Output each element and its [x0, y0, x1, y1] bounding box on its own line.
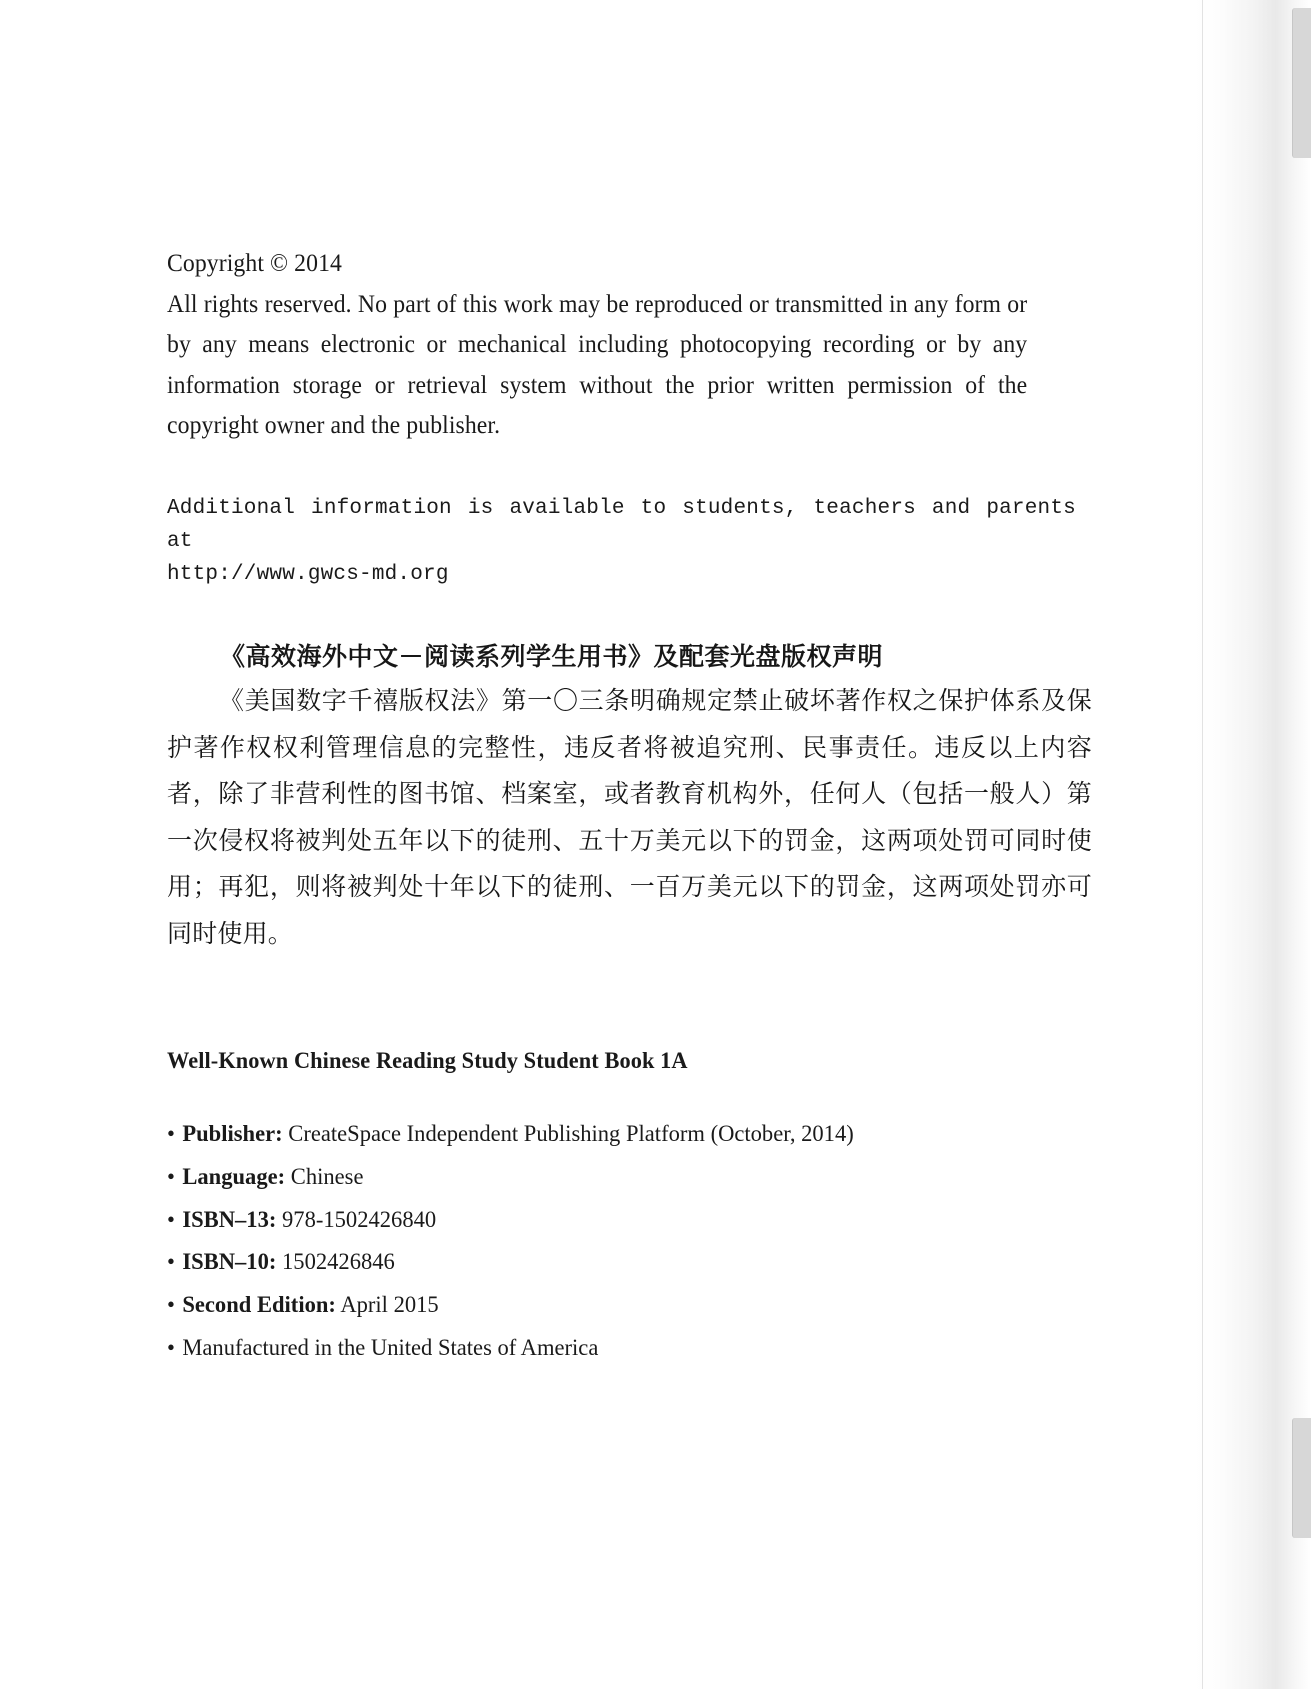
- book-detail-label: ISBN–13:: [182, 1206, 277, 1233]
- book-title: Well-Known Chinese Reading Study Student Book 1A: [167, 1048, 688, 1074]
- book-detail-label: ISBN–10:: [182, 1249, 277, 1276]
- book-detail-value: 978-1502426840: [276, 1206, 437, 1233]
- additional-information-block: [167, 492, 1077, 591]
- book-detail-value: CreateSpace Independent Publishing Platform (October, 2014): [282, 1121, 854, 1147]
- bullet-icon: •: [167, 1334, 175, 1361]
- bullet-icon: •: [167, 1206, 175, 1233]
- website-url[interactable]: http://www.gwcs-md.org: [167, 563, 449, 586]
- book-detail-label: Second Edition:: [182, 1292, 336, 1319]
- book-detail-item: [167, 1327, 1031, 1370]
- bullet-icon: •: [167, 1121, 175, 1147]
- page-edge-tab-bottom: [1292, 1418, 1311, 1538]
- book-detail-item: [167, 1113, 1031, 1156]
- book-detail-value: April 2015: [335, 1292, 439, 1319]
- book-detail-label: Publisher:: [182, 1121, 283, 1147]
- book-details-list: [167, 1113, 1067, 1370]
- page-edge-tab-top: [1292, 8, 1311, 158]
- chinese-notice-body: 《美国数字千禧版权法》第一〇三条明确规定禁止破坏著作权之保护体系及保护著作权权利管理信息的完整性，违反者将被追究刑、民事责任。违反以上内容者，除了非营利性的图书馆、档案室，或者教育机构外，任何人（包括一般人）第一次侵权将被判处五年以下的徒刑、五十万美元以下的罚金，这两项处罚可同时使用；再犯，则将被判处十年以下的徒刑、一百万美元以下的罚金，这两项处罚亦可同时使用。: [167, 686, 1092, 948]
- chinese-notice-heading: 《高效海外中文－阅读系列学生用书》及配套光盘版权声明: [220, 642, 884, 671]
- book-detail-item: [167, 1284, 1031, 1327]
- copyright-block: [167, 243, 1027, 446]
- book-detail-value: Chinese: [285, 1163, 364, 1190]
- copyright-notice-line: Copyright © 2014: [167, 248, 342, 277]
- bullet-icon: •: [167, 1249, 175, 1276]
- book-detail-item: [167, 1156, 1031, 1199]
- bullet-icon: •: [167, 1292, 175, 1319]
- book-detail-value: 1502426846: [276, 1249, 395, 1276]
- copyright-rights-paragraph: All rights reserved. No part of this work may be reproduced or transmitted in any form or by any means electronic or mechanical including photocopying recording or by any information storage or retrieval system without the prior written permission of the copyright owner and the publisher.: [167, 288, 1028, 439]
- book-detail-label: Language:: [182, 1163, 286, 1190]
- bullet-icon: •: [167, 1163, 175, 1190]
- page-edge-line: [1202, 0, 1203, 1689]
- book-detail-item: [167, 1241, 1031, 1284]
- book-detail-value: Manufactured in the United States of America: [182, 1334, 599, 1361]
- additional-information-text: Additional information is available to students, teachers and parents at: [167, 497, 1076, 553]
- book-detail-item: [167, 1199, 1031, 1242]
